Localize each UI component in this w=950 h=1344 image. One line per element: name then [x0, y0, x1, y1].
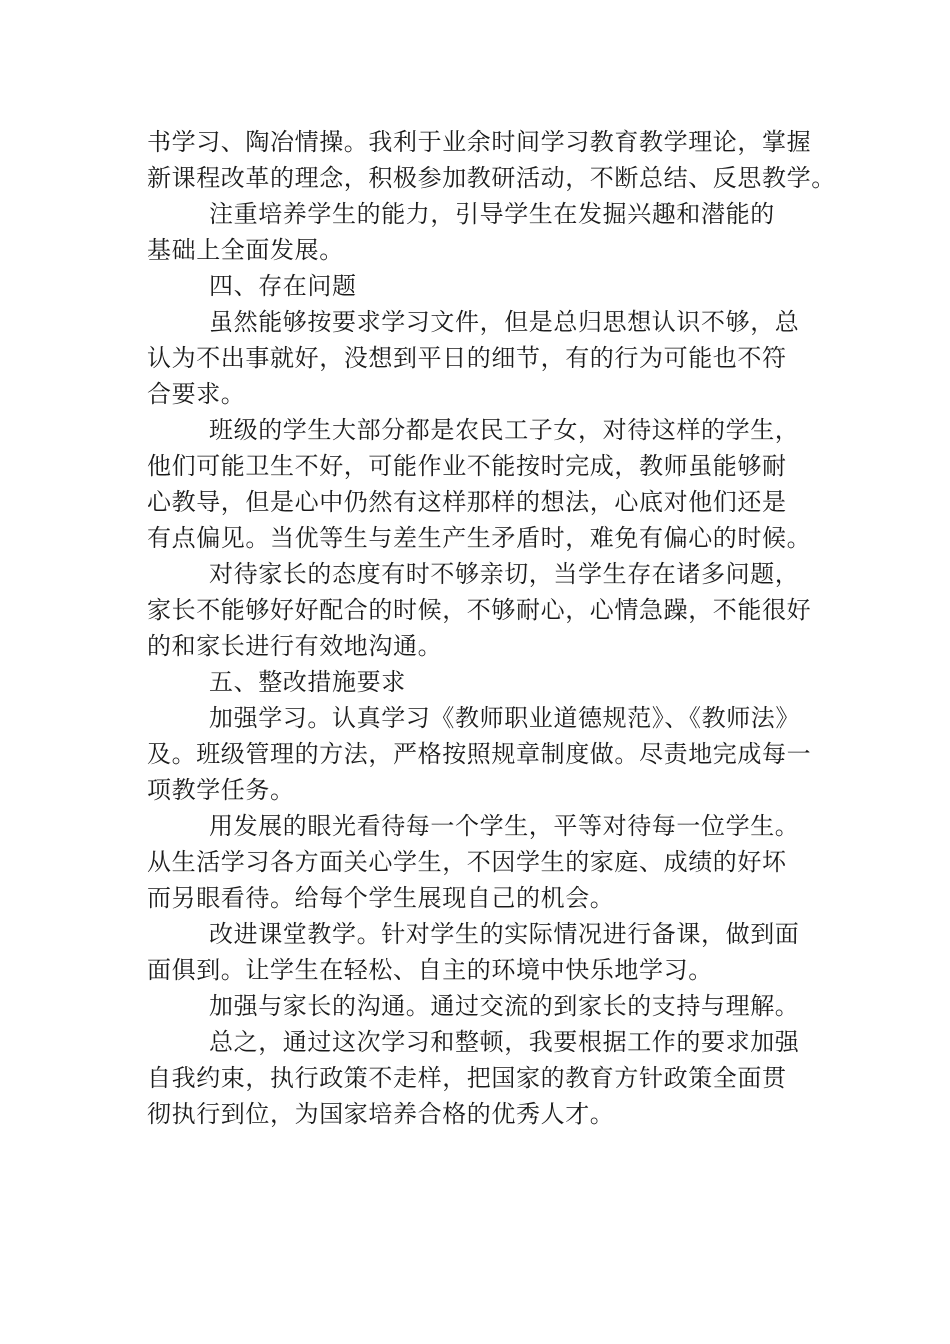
paragraph-first-line: 注重培养学生的能力，引导学生在发掘兴趣和潜能的 — [209, 200, 775, 228]
text-line: 基础上全面发展。 — [147, 236, 344, 264]
paragraph-first-line: 班级的学生大部分都是农民工子女，对待这样的学生， — [209, 416, 800, 444]
text-line: 家长不能够好好配合的时候，不够耐心，心情急躁，不能很好 — [147, 596, 812, 624]
text-line: 项教学任务。 — [147, 776, 295, 804]
text-line: 认为不出事就好，没想到平日的细节，有的行为可能也不符 — [147, 344, 787, 372]
text-line: 书学习、陶冶情操。我利于业余时间学习教育教学理论，掌握 — [147, 128, 812, 156]
text-line: 新课程改革的理念，积极参加教研活动，不断总结、反思教学。 — [147, 164, 836, 192]
text-line: 从生活学习各方面关心学生，不因学生的家庭、成绩的好坏 — [147, 848, 787, 876]
text-line: 的和家长进行有效地沟通。 — [147, 632, 443, 660]
text-line: 面俱到。让学生在轻松、自主的环境中快乐地学习。 — [147, 956, 713, 984]
text-line: 合要求。 — [147, 380, 246, 408]
text-line: 彻执行到位，为国家培养合格的优秀人才。 — [147, 1100, 615, 1128]
section-heading: 四、存在问题 — [209, 272, 357, 300]
paragraph-first-line: 加强学习。认真学习《教师职业道德规范》、《教师法》 — [209, 704, 800, 732]
text-line: 有点偏见。当优等生与差生产生矛盾时，难免有偏心的时候。 — [147, 524, 812, 552]
paragraph-first-line: 总之，通过这次学习和整顿，我要根据工作的要求加强 — [209, 1028, 800, 1056]
text-line: 他们可能卫生不好，可能作业不能按时完成，教师虽能够耐 — [147, 452, 787, 480]
paragraph-first-line: 用发展的眼光看待每一个学生，平等对待每一位学生。 — [209, 812, 800, 840]
text-line: 及。班级管理的方法，严格按照规章制度做。尽责地完成每一 — [147, 740, 812, 768]
text-line: 而另眼看待。给每个学生展现自己的机会。 — [147, 884, 615, 912]
paragraph-first-line: 加强与家长的沟通。通过交流的到家长的支持与理解。 — [209, 992, 800, 1020]
paragraph-first-line: 虽然能够按要求学习文件，但是总归思想认识不够，总 — [209, 308, 800, 336]
text-line: 心教导，但是心中仍然有这样那样的想法，心底对他们还是 — [147, 488, 787, 516]
section-heading: 五、整改措施要求 — [209, 668, 406, 696]
paragraph-first-line: 对待家长的态度有时不够亲切，当学生存在诸多问题， — [209, 560, 800, 588]
paragraph-first-line: 改进课堂教学。针对学生的实际情况进行备课，做到面 — [209, 920, 800, 948]
text-line: 自我约束，执行政策不走样，把国家的教育方针政策全面贯 — [147, 1064, 787, 1092]
